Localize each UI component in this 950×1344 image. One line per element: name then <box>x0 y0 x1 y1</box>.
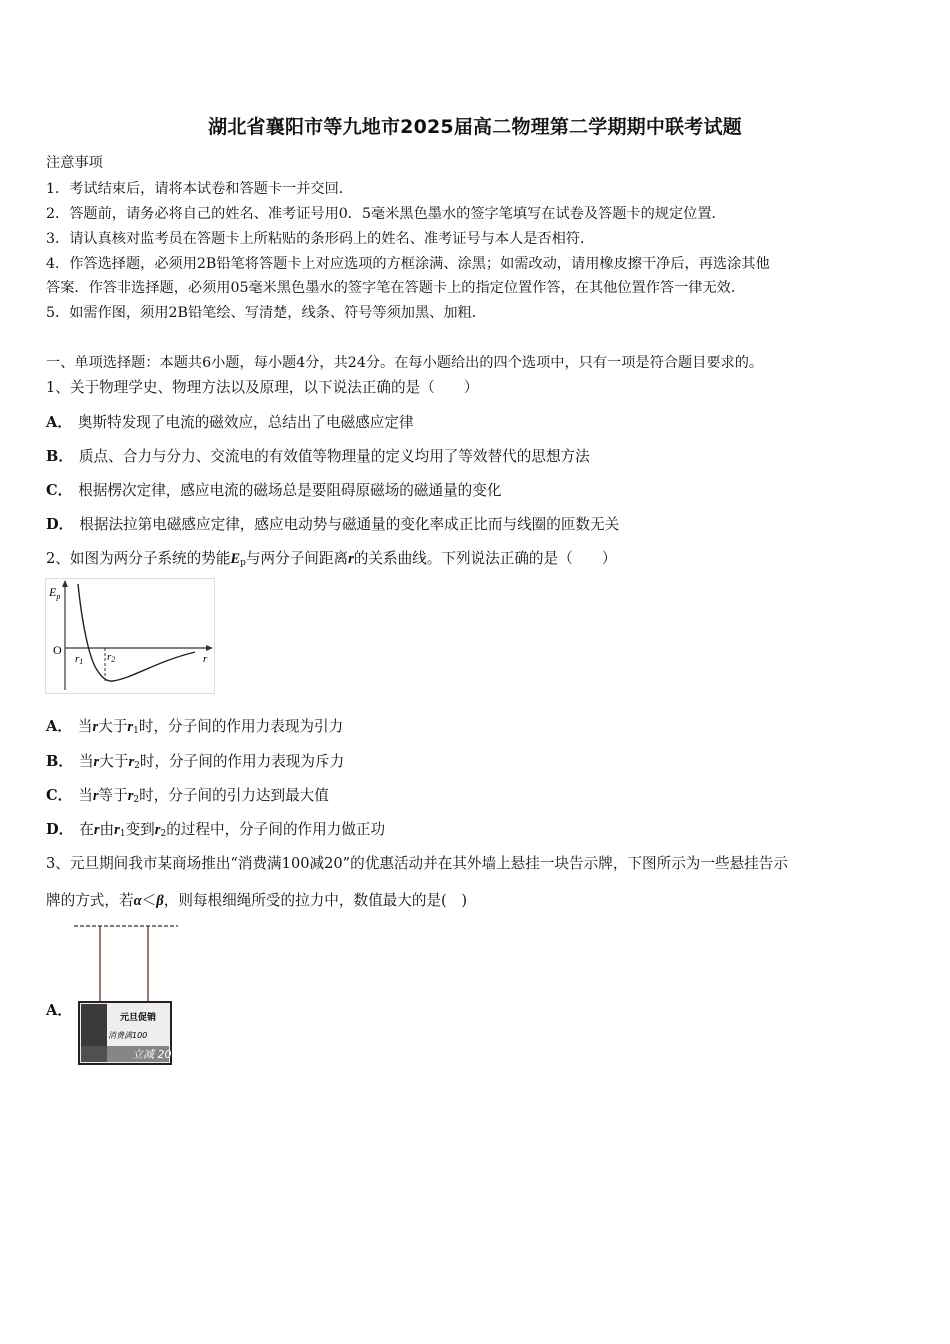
question-3-line2: 牌的方式，若α＜β，则每根细绳所受的拉力中，数值最大的是( ) <box>46 892 468 909</box>
q1-option-a: A． 奥斯特发现了电流的磁效应，总结出了电磁感应定律 <box>46 414 414 431</box>
q3-hanging-sign-figure <box>72 922 182 1072</box>
q1-option-b: B． 质点、合力与分力、交流电的有效值等物理量的定义均用了等效替代的思想方法 <box>46 448 590 465</box>
section-heading: 一、单项选择题：本题共6小题，每小题4分，共24分。在每小题给出的四个选项中，只有一项是符合题目要求的。 <box>46 355 764 371</box>
y-axis-arrow <box>62 580 68 587</box>
notes-item: 4．作答选择题，必须用2B铅笔将答题卡上对应选项的方框涂满、涂黑；如需改动，请用橡皮擦干净后，再选涂其他 <box>46 256 770 272</box>
question-1-stem: 1、关于物理学史、物理方法以及原理，以下说法正确的是（ ） <box>46 379 479 396</box>
x-axis-arrow <box>206 645 213 651</box>
potential-curve <box>78 584 195 681</box>
q2-option-a: A． 当r大于$r_1$时，分子间的作用力表现为引力 <box>46 718 344 736</box>
question-2-stem: 2、如图为两分子系统的势能$E_p$与两分子间距离r的关系曲线。下列说法正确的是（ ） <box>46 550 617 568</box>
q1-option-c: C． 根据楞次定律，感应电流的磁场总是要阻碍原磁场的磁通量的变化 <box>46 482 502 499</box>
q1-option-d: D． 根据法拉第电磁感应定律，感应电动势与磁通量的变化率成正比而与线圈的匝数无关 <box>46 516 620 533</box>
notes-heading: 注意事项 <box>46 155 103 171</box>
notes-item: 5．如需作图，须用2B铅笔绘、写清楚，线条、符号等须加黑、加粗． <box>46 305 486 321</box>
q3-option-a: A． <box>46 1002 72 1019</box>
notes-item: 2．答题前，请务必将自己的姓名、准考证号用0．5毫米黑色墨水的签字笔填写在试卷及答题卡的规定位置． <box>46 206 726 222</box>
notes-item: 3．请认真核对监考员在答题卡上所粘贴的条形码上的姓名、准考证号与本人是否相符． <box>46 231 595 247</box>
graph-y-label: $E_p$ <box>49 585 61 601</box>
potential-energy-graph <box>45 578 215 694</box>
q2-option-b: B． 当r大于$r_2$时，分子间的作用力表现为斥力 <box>46 753 345 771</box>
notes-item: 答案．作答非选择题，必须用05毫米黑色墨水的签字笔在答题卡上的指定位置作答，在其他位置作答一律无效． <box>46 280 746 296</box>
sign-text-line2: 消费满100 <box>108 1031 148 1040</box>
graph-r2-label: r2 <box>107 651 116 664</box>
graph-r1-label: r1 <box>75 653 84 666</box>
sign-text-line1: 元旦促销 <box>120 1013 157 1023</box>
question-3-line1: 3、元旦期间我市某商场推出“消费满100减20”的优惠活动并在其外墙上悬挂一块告示牌，下图所示为一些悬挂告示 <box>46 855 788 872</box>
sign-text-line3: 立减 20 <box>132 1048 172 1061</box>
q2-option-c: C． 当r等于$r_2$时，分子间的引力达到最大值 <box>46 787 329 805</box>
q2-option-d: D． 在r由$r_1$变到$r_2$的过程中，分子间的作用力做正功 <box>46 821 386 839</box>
graph-x-label: r <box>203 653 208 665</box>
notes-item: 1．考试结束后，请将本试卷和答题卡一并交回． <box>46 181 353 197</box>
page-title: 湖北省襄阳市等九地市2025届高二物理第二学期期中联考试题 <box>208 116 742 138</box>
graph-origin: O <box>53 643 62 657</box>
